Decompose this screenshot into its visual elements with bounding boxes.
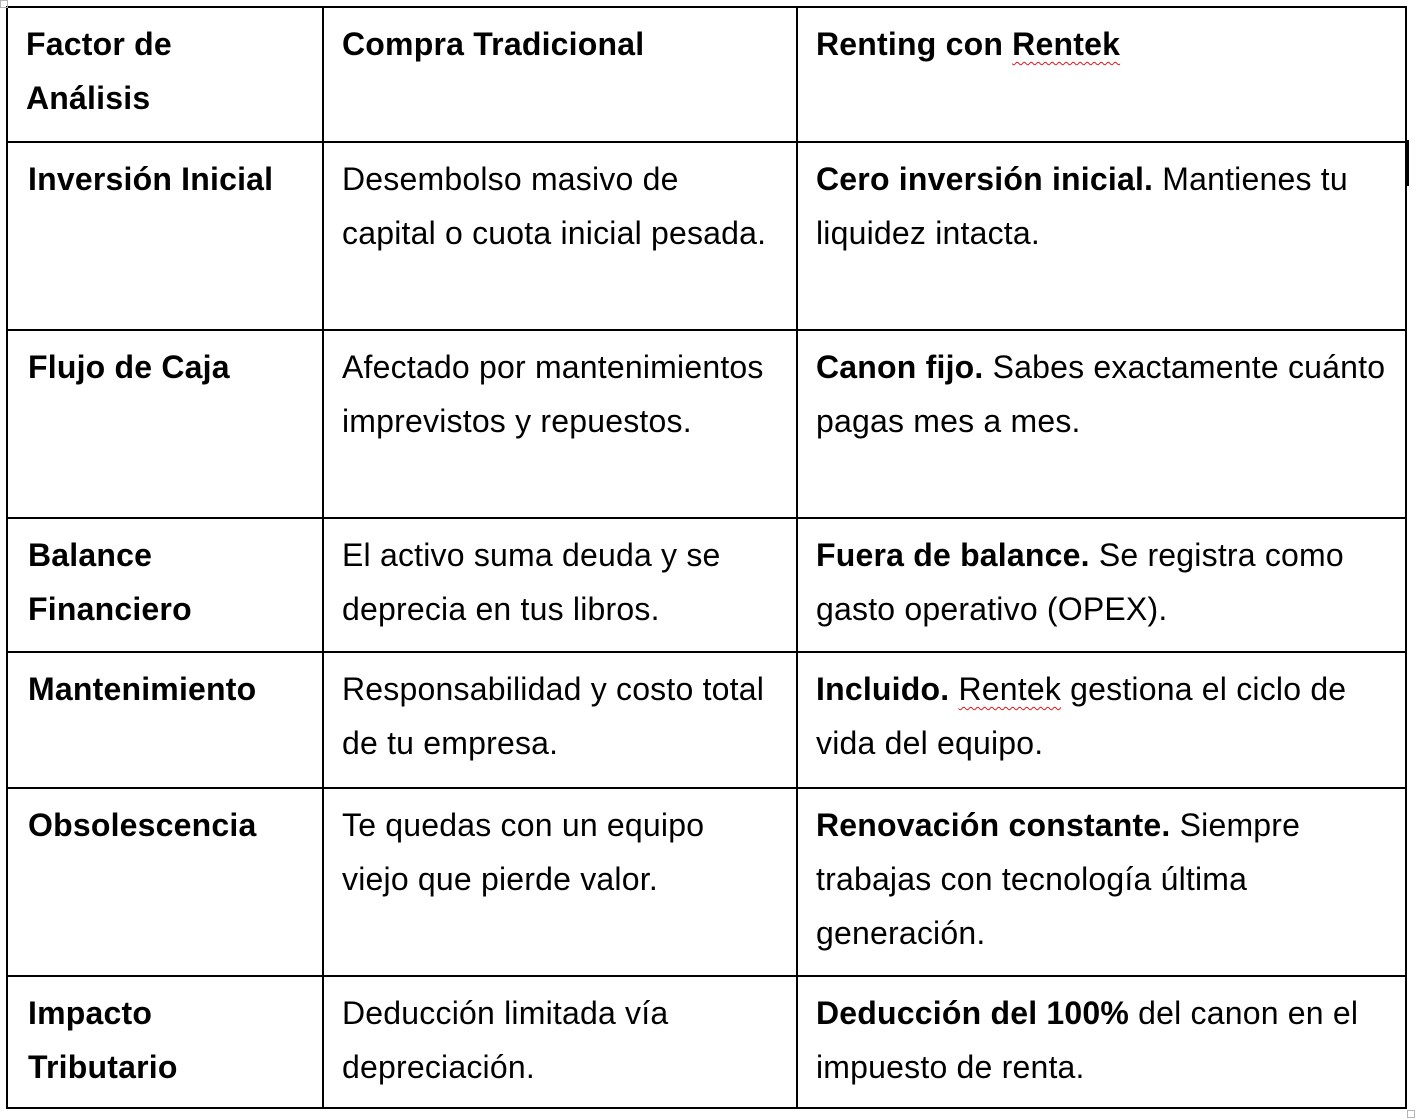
renting-highlight: Incluido. [816,671,950,707]
renting-detail: Mantienes tu liquidez intacta. [816,161,1357,251]
renting-highlight: Deducción del 100% [816,995,1130,1031]
renting-detail: del canon en el impuesto de renta. [816,995,1368,1085]
header-brand-rentek: Rentek [1012,26,1121,62]
row-compra-flujo-de-caja[interactable]: Afectado por mantenimientos imprevistos y repuestos. [323,330,797,518]
renting-highlight: Renovación constante. [816,807,1171,843]
row-renting-flujo-de-caja[interactable] [797,330,1406,518]
table-row [7,788,1406,976]
row-compra-balance-financiero[interactable]: El activo suma deuda y se deprecia en tus libros. [323,518,797,652]
table-row [7,330,1406,518]
row-factor-obsolescencia[interactable]: Obsolescencia [7,788,323,976]
header-renting-rentek[interactable] [797,7,1406,142]
row-factor-flujo-de-caja[interactable]: Flujo de Caja [7,330,323,518]
row-compra-obsolescencia[interactable]: Te quedas con un equipo viejo que pierde valor. [323,788,797,976]
table-row [7,142,1406,330]
table-resize-handle[interactable] [1407,1110,1415,1118]
brand-rentek: Rentek [958,671,1062,707]
header-renting-prefix: Renting con [816,26,1013,62]
row-factor-impacto-tributario[interactable]: Impacto Tributario [7,976,323,1108]
header-compra-tradicional[interactable]: Compra Tradicional [323,7,797,142]
row-renting-mantenimiento[interactable] [797,652,1406,788]
table-row [7,518,1406,652]
table-move-handle[interactable] [0,0,8,8]
row-factor-mantenimiento[interactable]: Mantenimiento [7,652,323,788]
table-row [7,652,1406,788]
row-factor-balance-financiero[interactable]: Balance Financiero [7,518,323,652]
row-compra-mantenimiento[interactable]: Responsabilidad y costo total de tu empresa. [323,652,797,788]
row-renting-inversion-inicial[interactable] [797,142,1406,330]
row-compra-inversion-inicial[interactable]: Desembolso masivo de capital o cuota inicial pesada. [323,142,797,330]
comparison-table [6,6,1407,1109]
table-header-row [7,7,1406,142]
row-factor-inversion-inicial[interactable]: Inversión Inicial [7,142,323,330]
renting-highlight: Canon fijo. [816,349,984,385]
renting-detail: Se registra como gasto operativo (OPEX). [816,537,1353,627]
renting-detail: gestiona el ciclo de vida del equipo. [816,671,1356,761]
renting-detail: Siempre trabajas con tecnología última generación. [816,807,1310,951]
row-renting-obsolescencia[interactable] [797,788,1406,976]
renting-detail: Sabes exactamente cuánto pagas mes a mes. [816,349,1395,439]
header-factor[interactable]: Factor de Análisis [7,7,323,142]
renting-highlight: Cero inversión inicial. [816,161,1154,197]
row-renting-impacto-tributario[interactable] [797,976,1406,1108]
text-cursor [1407,140,1409,186]
row-renting-balance-financiero[interactable] [797,518,1406,652]
row-compra-impacto-tributario[interactable]: Deducción limitada vía depreciación. [323,976,797,1108]
table-row [7,976,1406,1108]
renting-highlight: Fuera de balance. [816,537,1090,573]
